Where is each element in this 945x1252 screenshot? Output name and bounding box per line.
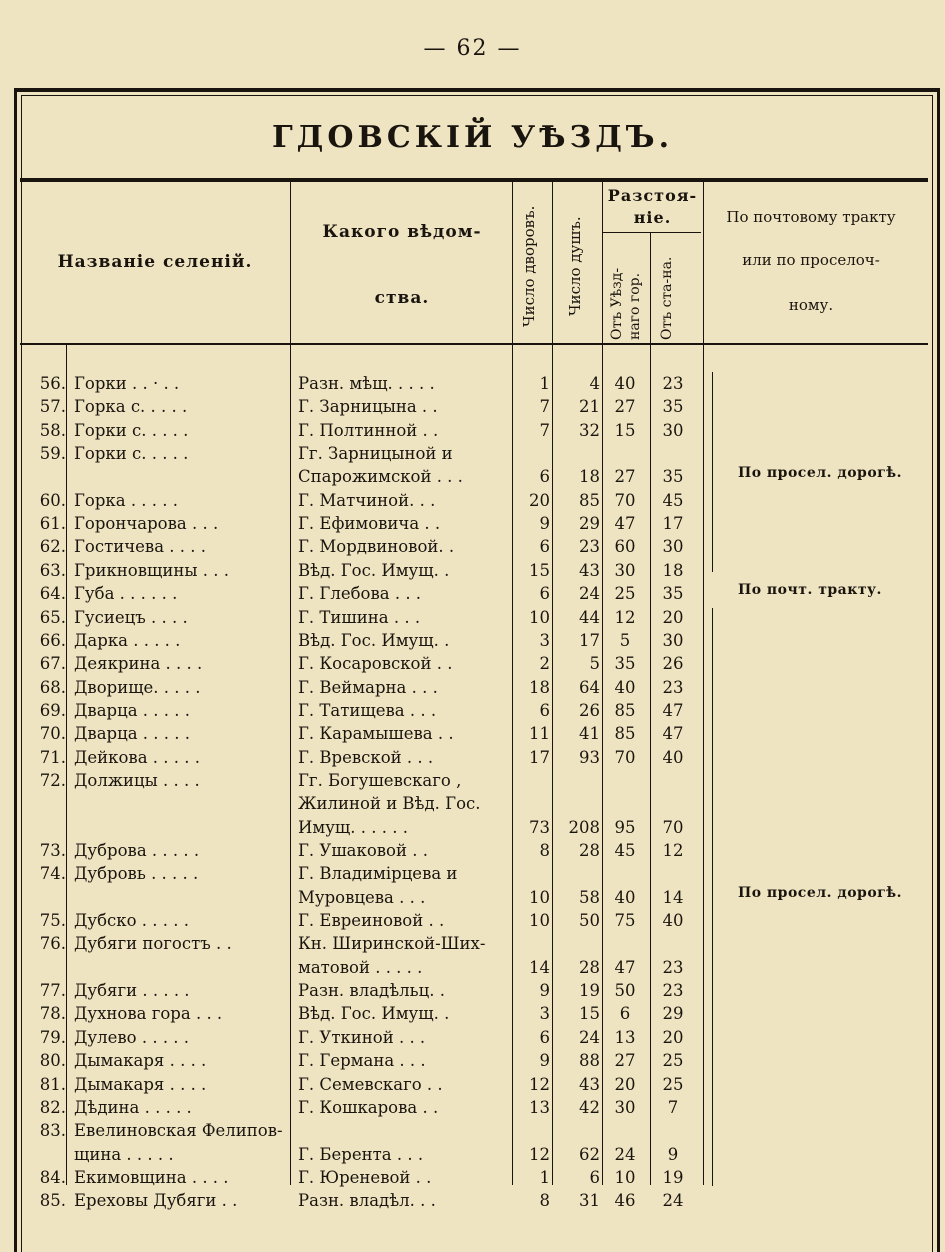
cell-dvorov: 8 bbox=[539, 1191, 550, 1211]
cell-name: Духнова гора . . . bbox=[74, 1004, 223, 1024]
table-row bbox=[0, 513, 945, 535]
cell-stan: 20 bbox=[662, 1027, 684, 1047]
cell-name: Губа . . . . . . bbox=[74, 584, 178, 604]
cell-stan: 17 bbox=[662, 514, 684, 534]
cell-gor: 85 bbox=[614, 700, 636, 720]
cell-dvorov: 9 bbox=[539, 981, 550, 1001]
cell-num: 84. bbox=[39, 1167, 66, 1187]
cell-ved: Г. Кошкарова . . bbox=[298, 1097, 439, 1117]
table-row bbox=[0, 817, 945, 839]
cell-dush: 93 bbox=[579, 747, 600, 767]
cell-num: 72. bbox=[39, 770, 66, 790]
cell-stan: 7 bbox=[667, 1097, 679, 1117]
cell-stan: 25 bbox=[662, 1051, 684, 1071]
cell-dush: 19 bbox=[579, 981, 600, 1001]
cell-ved: матовой . . . . . bbox=[298, 957, 423, 977]
cell-ved: Г. Карамышева . . bbox=[298, 724, 454, 744]
cell-gor: 75 bbox=[614, 911, 636, 931]
cell-stan: 47 bbox=[662, 724, 684, 744]
cell-dvorov: 1 bbox=[539, 1167, 550, 1187]
cell-gor: 95 bbox=[614, 817, 636, 837]
cell-dvorov: 9 bbox=[539, 1051, 550, 1071]
table-row bbox=[0, 536, 945, 558]
cell-ved: Г. Владимірцева и bbox=[298, 864, 458, 884]
cell-name: Горка . . . . . bbox=[74, 490, 179, 510]
cell-gor: 40 bbox=[614, 677, 636, 697]
cell-dvorov: 8 bbox=[539, 841, 550, 860]
table-row bbox=[0, 863, 945, 885]
table-row bbox=[0, 607, 945, 629]
page-title: ГДОВСКІЙ УѢЗДЪ. bbox=[271, 120, 674, 155]
cell-ved: Имущ. . . . . . bbox=[298, 817, 408, 837]
cell-stan: 23 bbox=[662, 677, 684, 697]
cell-dvorov: 17 bbox=[529, 747, 550, 767]
cell-dush: 44 bbox=[579, 607, 600, 627]
cell-num: 70. bbox=[39, 724, 66, 744]
cell-num: 76. bbox=[39, 934, 66, 954]
cell-gor: 45 bbox=[614, 841, 636, 860]
cell-name: щина . . . . . bbox=[74, 1144, 174, 1164]
cell-gor: 10 bbox=[614, 1167, 636, 1187]
table-row bbox=[0, 980, 945, 1002]
cell-stan: 40 bbox=[662, 747, 684, 767]
cell-num: 56. bbox=[39, 374, 66, 393]
cell-name: Дворище. . . . . bbox=[74, 677, 201, 697]
table-row bbox=[0, 747, 945, 769]
cell-dush: 208 bbox=[568, 817, 600, 837]
cell-stan: 23 bbox=[662, 981, 684, 1001]
cell-stan: 23 bbox=[662, 957, 684, 977]
cell-gor: 46 bbox=[614, 1191, 636, 1211]
cell-gor: 60 bbox=[614, 537, 636, 557]
cell-stan: 25 bbox=[662, 1074, 684, 1094]
cell-name: Гостичева . . . . bbox=[74, 537, 206, 557]
cell-stan: 30 bbox=[662, 630, 684, 650]
table-row bbox=[0, 1190, 945, 1212]
cell-ved: Г. Матчиной. . . bbox=[298, 490, 436, 510]
cell-dush: 62 bbox=[579, 1144, 600, 1164]
cell-ved: Гг. Зарницыной и bbox=[298, 444, 453, 464]
brace-prosel-2 bbox=[712, 608, 713, 1186]
table-row bbox=[0, 1167, 945, 1189]
cell-num: 62. bbox=[39, 537, 66, 557]
table-row bbox=[0, 1050, 945, 1072]
cell-gor: 25 bbox=[614, 584, 636, 604]
cell-gor: 12 bbox=[614, 607, 636, 627]
cell-name: Дарка . . . . . bbox=[74, 630, 181, 650]
cell-ved: Вѣд. Гос. Имущ. . bbox=[298, 630, 450, 650]
cell-dvorov: 3 bbox=[539, 1004, 550, 1024]
cell-stan: 35 bbox=[662, 397, 684, 417]
cell-ved: Разн. владѣльц. . bbox=[298, 981, 445, 1001]
cell-name: Горки . . · . . bbox=[74, 374, 180, 393]
note-prosel-1: По просел. дорогѣ. bbox=[738, 465, 902, 481]
cell-ved: Г. Берента . . . bbox=[298, 1144, 424, 1164]
cell-ved: Вѣд. Гос. Имущ. . bbox=[298, 1004, 450, 1024]
cell-stan: 40 bbox=[662, 911, 684, 931]
table-row bbox=[0, 910, 945, 932]
cell-dvorov: 6 bbox=[539, 700, 550, 720]
cell-gor: 47 bbox=[614, 514, 636, 534]
cell-dush: 26 bbox=[579, 700, 600, 720]
cell-num: 77. bbox=[39, 981, 66, 1001]
cell-dush: 24 bbox=[579, 1027, 600, 1047]
cell-num: 78. bbox=[39, 1004, 66, 1024]
cell-gor: 20 bbox=[614, 1074, 636, 1094]
table-row bbox=[0, 677, 945, 699]
cell-gor: 70 bbox=[614, 490, 636, 510]
cell-dvorov: 11 bbox=[529, 724, 550, 744]
table-row bbox=[0, 957, 945, 979]
cell-stan: 29 bbox=[662, 1004, 684, 1024]
header-trakt-line3: ному. bbox=[788, 296, 834, 314]
cell-dvorov: 3 bbox=[539, 630, 550, 650]
cell-dvorov: 10 bbox=[529, 887, 550, 907]
cell-num: 71. bbox=[39, 747, 66, 767]
cell-dush: 17 bbox=[579, 630, 600, 650]
cell-dvorov: 10 bbox=[529, 911, 550, 931]
cell-ved: Г. Евреиновой . . bbox=[298, 911, 445, 931]
cell-name: Горки с. . . . . bbox=[74, 420, 189, 440]
cell-name: Ереховы Дубяги . . bbox=[74, 1191, 238, 1211]
cell-stan: 20 bbox=[662, 607, 684, 627]
cell-dush: 28 bbox=[579, 957, 600, 977]
cell-name: Дубяги . . . . . bbox=[74, 981, 190, 1001]
cell-num: 65. bbox=[39, 607, 66, 627]
cell-dvorov: 10 bbox=[529, 607, 550, 627]
cell-name: Грикновщины . . . bbox=[74, 560, 229, 580]
cell-num: 68. bbox=[39, 677, 66, 697]
header-vedomstvo-line2: ства. bbox=[374, 288, 430, 308]
cell-name: Евелиновская Фелипов- bbox=[74, 1121, 283, 1141]
cell-stan: 19 bbox=[662, 1167, 684, 1187]
table-row bbox=[0, 793, 945, 815]
cell-gor: 27 bbox=[614, 467, 636, 487]
cell-num: 85. bbox=[39, 1191, 66, 1211]
cell-num: 67. bbox=[39, 654, 66, 674]
cell-num: 66. bbox=[39, 630, 66, 650]
cell-dush: 29 bbox=[579, 514, 600, 534]
cell-num: 83. bbox=[39, 1121, 66, 1141]
cell-name: Дымакаря . . . . bbox=[74, 1074, 207, 1094]
cell-gor: 27 bbox=[614, 1051, 636, 1071]
cell-name: Дымакаря . . . . bbox=[74, 1051, 207, 1071]
cell-ved: Г. Тишина . . . bbox=[298, 607, 421, 627]
note-prosel-2: По просел. дорогѣ. bbox=[738, 885, 902, 901]
cell-ved: Муровцева . . . bbox=[298, 887, 426, 907]
cell-ved: Г. Ушаковой . . bbox=[298, 841, 428, 860]
cell-ved: Г. Юреневой . . bbox=[298, 1167, 432, 1187]
cell-gor: 13 bbox=[614, 1027, 636, 1047]
distance-subrule bbox=[603, 232, 701, 233]
table-row bbox=[0, 373, 945, 395]
cell-gor: 50 bbox=[614, 981, 636, 1001]
cell-dush: 64 bbox=[579, 677, 600, 697]
cell-ved: Г. Полтинной . . bbox=[298, 420, 439, 440]
table-row bbox=[0, 840, 945, 862]
cell-ved: Г. Семевскаго . . bbox=[298, 1074, 443, 1094]
cell-ved: Г. Германа . . . bbox=[298, 1051, 426, 1071]
table-row bbox=[0, 443, 945, 465]
note-pocht: По почт. тракту. bbox=[738, 582, 882, 598]
cell-name: Дварца . . . . . bbox=[74, 700, 190, 720]
cell-dush: 42 bbox=[579, 1097, 600, 1117]
cell-name: Горончарова . . . bbox=[74, 514, 219, 534]
header-distance-line1: Разстоя- bbox=[607, 186, 698, 205]
table-row bbox=[0, 490, 945, 512]
cell-dvorov: 2 bbox=[539, 654, 550, 674]
table-row bbox=[0, 1144, 945, 1166]
cell-name: Горки с. . . . . bbox=[74, 444, 189, 464]
cell-name: Деякрина . . . . bbox=[74, 654, 203, 674]
cell-name: Горка с. . . . . bbox=[74, 397, 188, 417]
cell-dvorov: 6 bbox=[539, 584, 550, 604]
cell-stan: 14 bbox=[662, 887, 684, 907]
cell-gor: 70 bbox=[614, 747, 636, 767]
cell-dush: 6 bbox=[589, 1167, 600, 1187]
table-row bbox=[0, 723, 945, 745]
cell-dush: 4 bbox=[589, 374, 600, 393]
cell-stan: 47 bbox=[662, 700, 684, 720]
cell-ved: Г. Зарницына . . bbox=[298, 397, 438, 417]
cell-ved: Вѣд. Гос. Имущ. . bbox=[298, 560, 450, 580]
header-ot-stana: Отъ ста-на. bbox=[659, 256, 675, 340]
cell-dvorov: 12 bbox=[529, 1074, 550, 1094]
cell-ved: Разн. владѣл. . . bbox=[298, 1191, 436, 1211]
cell-dvorov: 12 bbox=[529, 1144, 550, 1164]
cell-dvorov: 6 bbox=[539, 1027, 550, 1047]
page-number: — 62 — bbox=[423, 36, 522, 61]
cell-gor: 35 bbox=[614, 654, 636, 674]
cell-num: 82. bbox=[39, 1097, 66, 1117]
cell-dush: 88 bbox=[579, 1051, 600, 1071]
cell-ved: Г. Ефимовича . . bbox=[298, 514, 441, 534]
table-row bbox=[0, 1027, 945, 1049]
cell-dvorov: 9 bbox=[539, 514, 550, 534]
cell-dush: 32 bbox=[579, 420, 600, 440]
cell-stan: 26 bbox=[662, 654, 684, 674]
cell-name: Дѣдина . . . . . bbox=[74, 1097, 192, 1117]
cell-name: Дейкова . . . . . bbox=[74, 747, 200, 767]
table-row bbox=[0, 653, 945, 675]
cell-stan: 70 bbox=[662, 817, 684, 837]
cell-gor: 30 bbox=[614, 560, 636, 580]
cell-dvorov: 1 bbox=[539, 374, 550, 393]
table-row bbox=[0, 1120, 945, 1142]
header-dush: Число душъ. bbox=[566, 216, 584, 316]
cell-dush: 43 bbox=[579, 1074, 600, 1094]
cell-num: 81. bbox=[39, 1074, 66, 1094]
cell-gor: 15 bbox=[614, 420, 636, 440]
cell-ved: Г. Вревской . . . bbox=[298, 747, 434, 767]
cell-name: Дубско . . . . . bbox=[74, 911, 189, 931]
cell-num: 80. bbox=[39, 1051, 66, 1071]
cell-name: Дуброва . . . . . bbox=[74, 841, 200, 860]
header-name: Названіе селеній. bbox=[57, 252, 253, 272]
header-top-rule bbox=[20, 178, 928, 182]
cell-dush: 18 bbox=[579, 467, 600, 487]
header-ot-goroda: Отъ Уѣзд-наго гор. bbox=[609, 267, 643, 340]
cell-gor: 5 bbox=[619, 630, 631, 650]
cell-name: Дулево . . . . . bbox=[74, 1027, 190, 1047]
cell-dvorov: 18 bbox=[529, 677, 550, 697]
table-row bbox=[0, 700, 945, 722]
cell-ved: Кн. Ширинской-Ших- bbox=[298, 934, 486, 954]
cell-gor: 40 bbox=[614, 887, 636, 907]
header-trakt-line1: По почтовому тракту bbox=[726, 208, 896, 226]
cell-num: 58. bbox=[39, 420, 66, 440]
cell-num: 74. bbox=[39, 864, 66, 884]
cell-ved: Жилиной и Вѣд. Гос. bbox=[298, 794, 481, 814]
table-row bbox=[0, 1003, 945, 1025]
cell-num: 75. bbox=[39, 911, 66, 931]
brace-prosel-1 bbox=[712, 372, 713, 572]
cell-gor: 6 bbox=[619, 1004, 631, 1024]
cell-dush: 24 bbox=[579, 584, 600, 604]
cell-ved: Г. Глебова . . . bbox=[298, 584, 422, 604]
cell-dush: 50 bbox=[579, 911, 600, 931]
cell-ved: Г. Мордвиновой. . bbox=[298, 537, 455, 557]
table-row bbox=[0, 933, 945, 955]
cell-name: Дубровь . . . . . bbox=[74, 864, 199, 884]
cell-stan: 12 bbox=[662, 841, 684, 860]
cell-dvorov: 13 bbox=[529, 1097, 550, 1117]
cell-dvorov: 7 bbox=[539, 397, 550, 417]
cell-num: 79. bbox=[39, 1027, 66, 1047]
cell-name: Дубяги погостъ . . bbox=[74, 934, 232, 954]
cell-num: 59. bbox=[39, 444, 66, 464]
cell-ved: Разн. мѣщ. . . . . bbox=[298, 374, 435, 393]
cell-dvorov: 20 bbox=[529, 490, 550, 510]
table-row bbox=[0, 560, 945, 582]
cell-stan: 45 bbox=[662, 490, 684, 510]
table-row bbox=[0, 396, 945, 418]
cell-gor: 85 bbox=[614, 724, 636, 744]
cell-dvorov: 6 bbox=[539, 537, 550, 557]
cell-stan: 30 bbox=[662, 420, 684, 440]
cell-ved: Спарожимской . . . bbox=[298, 467, 463, 487]
header-bottom-rule bbox=[20, 343, 928, 345]
cell-stan: 30 bbox=[662, 537, 684, 557]
table-row bbox=[0, 770, 945, 792]
cell-dush: 23 bbox=[579, 537, 600, 557]
cell-dush: 5 bbox=[589, 654, 600, 674]
cell-dvorov: 14 bbox=[529, 957, 550, 977]
cell-dush: 31 bbox=[579, 1191, 600, 1211]
cell-num: 60. bbox=[39, 490, 66, 510]
cell-ved: Гг. Богушевскаго , bbox=[298, 770, 462, 790]
cell-name: Должицы . . . . bbox=[74, 770, 200, 790]
header-dvorov: Число дворовъ. bbox=[520, 205, 538, 327]
cell-gor: 30 bbox=[614, 1097, 636, 1117]
cell-dvorov: 73 bbox=[529, 817, 550, 837]
cell-name: Екимовщина . . . . bbox=[74, 1167, 229, 1187]
cell-dush: 41 bbox=[579, 724, 600, 744]
header-vedomstvo-line1: Какого вѣдом- bbox=[322, 222, 482, 242]
cell-gor: 40 bbox=[614, 374, 636, 393]
cell-dush: 28 bbox=[579, 841, 600, 860]
cell-dush: 58 bbox=[579, 887, 600, 907]
table-row bbox=[0, 1097, 945, 1119]
cell-stan: 35 bbox=[662, 584, 684, 604]
cell-name: Гусиецъ . . . . bbox=[74, 607, 188, 627]
cell-num: 61. bbox=[39, 514, 66, 534]
cell-stan: 18 bbox=[662, 560, 684, 580]
cell-ved: Г. Татищева . . . bbox=[298, 700, 437, 720]
cell-dvorov: 7 bbox=[539, 420, 550, 440]
table-row bbox=[0, 420, 945, 442]
cell-dush: 15 bbox=[579, 1004, 600, 1024]
cell-num: 73. bbox=[39, 841, 66, 860]
cell-num: 69. bbox=[39, 700, 66, 720]
cell-name: Дварца . . . . . bbox=[74, 724, 190, 744]
cell-stan: 23 bbox=[662, 374, 684, 393]
cell-dush: 43 bbox=[579, 560, 600, 580]
table-row bbox=[0, 630, 945, 652]
cell-dush: 21 bbox=[579, 397, 600, 417]
header-trakt-line2: или по проселоч- bbox=[742, 251, 880, 269]
table-row bbox=[0, 1074, 945, 1096]
cell-num: 63. bbox=[39, 560, 66, 580]
cell-dvorov: 15 bbox=[529, 560, 550, 580]
cell-dvorov: 6 bbox=[539, 467, 550, 487]
cell-ved: Г. Веймарна . . . bbox=[298, 677, 438, 697]
cell-stan: 24 bbox=[662, 1191, 684, 1211]
cell-gor: 27 bbox=[614, 397, 636, 417]
cell-ved: Г. Уткиной . . . bbox=[298, 1027, 426, 1047]
header-distance-line2: ніе. bbox=[633, 208, 672, 227]
cell-dush: 85 bbox=[579, 490, 600, 510]
cell-stan: 35 bbox=[662, 467, 684, 487]
cell-gor: 47 bbox=[614, 957, 636, 977]
cell-num: 57. bbox=[39, 397, 66, 417]
cell-ved: Г. Косаровской . . bbox=[298, 654, 453, 674]
cell-num: 64. bbox=[39, 584, 66, 604]
cell-gor: 24 bbox=[614, 1144, 636, 1164]
cell-stan: 9 bbox=[667, 1144, 679, 1164]
